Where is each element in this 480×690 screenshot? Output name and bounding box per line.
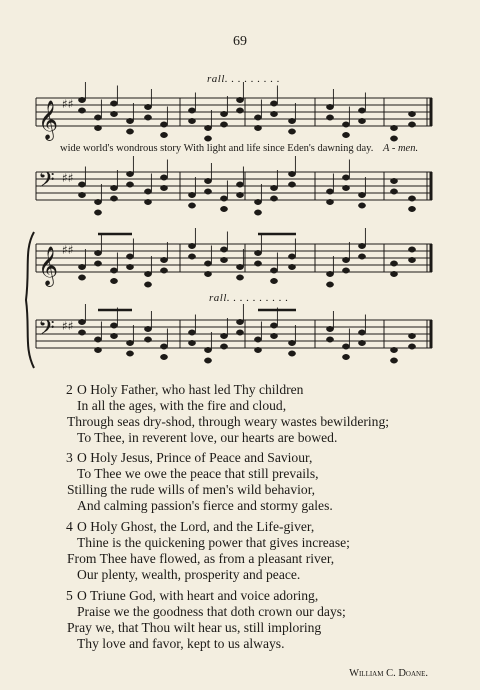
note-head xyxy=(358,118,365,123)
note-head xyxy=(160,175,167,180)
notes xyxy=(78,82,415,363)
note-head xyxy=(110,111,117,116)
note-head xyxy=(254,199,261,204)
note-head xyxy=(270,278,277,283)
note-head xyxy=(94,115,101,120)
note-head xyxy=(288,182,295,187)
note-head xyxy=(390,125,397,130)
note-head xyxy=(144,189,151,194)
note-head xyxy=(144,104,151,109)
note-head xyxy=(408,247,415,252)
note-head xyxy=(160,132,167,137)
note-head xyxy=(144,271,151,276)
verse-line: To Thee, in reverent love, our hearts are bowed. xyxy=(77,430,338,445)
verse-line: To Thee we owe the peace that still prevails, xyxy=(77,466,319,481)
note-head xyxy=(254,210,261,215)
author-credit: William C. Doane. xyxy=(349,668,428,679)
note-head xyxy=(144,326,151,331)
note-head xyxy=(326,104,333,109)
note-head xyxy=(342,175,349,180)
note-head xyxy=(390,261,397,266)
note-head xyxy=(94,125,101,130)
note-head xyxy=(390,358,397,363)
note-head xyxy=(144,337,151,342)
verse-line: And calming passion's fierce and stormy gales. xyxy=(77,498,333,513)
verse-line: In all the ages, with the fire and cloud, xyxy=(77,398,287,413)
verse-number: 3 xyxy=(66,450,73,465)
note-head xyxy=(188,108,195,113)
note-head xyxy=(236,275,243,280)
note-head xyxy=(126,264,133,269)
note-head xyxy=(204,136,211,141)
note-head xyxy=(288,351,295,356)
verse-number: 2 xyxy=(66,382,73,397)
verse-number: 5 xyxy=(66,588,73,603)
note-head xyxy=(408,196,415,201)
verse-line: Pray we, that Thou wilt hear us, still imploring xyxy=(67,620,322,635)
note-head xyxy=(144,282,151,287)
note-head xyxy=(390,189,397,194)
note-head xyxy=(270,185,277,190)
clefs xyxy=(38,97,74,346)
note-head xyxy=(78,108,85,113)
treble-clef: 𝄞 xyxy=(38,100,59,140)
bass-clef: 𝄢 xyxy=(38,168,55,198)
note-head xyxy=(326,189,333,194)
note-head xyxy=(160,268,167,273)
note-head xyxy=(204,261,211,266)
note-head xyxy=(110,268,117,273)
note-head xyxy=(236,108,243,113)
note-head xyxy=(342,257,349,262)
key-signature: ♯♯ xyxy=(62,97,74,111)
note-head xyxy=(188,192,195,197)
verse-line: Through seas dry-shod, through weary wastes bewildering; xyxy=(67,414,390,429)
note-head xyxy=(220,196,227,201)
note-head xyxy=(288,171,295,176)
barlines xyxy=(36,98,431,348)
note-head xyxy=(254,115,261,120)
note-head xyxy=(188,330,195,335)
note-head xyxy=(160,185,167,190)
bass-clef: 𝄢 xyxy=(38,316,55,346)
verse-line: O Triune God, with heart and voice adoring, xyxy=(77,588,319,603)
note-head xyxy=(94,199,101,204)
note-head xyxy=(204,178,211,183)
key-signature: ♯♯ xyxy=(62,319,74,333)
note-head xyxy=(78,97,85,102)
note-head xyxy=(270,196,277,201)
verse-line: Stilling the rude wills of men's wild behavior, xyxy=(67,482,316,497)
key-signature: ♯♯ xyxy=(62,171,74,185)
note-head xyxy=(144,115,151,120)
note-head xyxy=(254,337,261,342)
note-head xyxy=(326,337,333,342)
note-head xyxy=(358,340,365,345)
verse-line: O Holy Ghost, the Lord, and the Life-giver, xyxy=(77,519,315,534)
note-head xyxy=(270,323,277,328)
note-head xyxy=(288,340,295,345)
note-head xyxy=(126,182,133,187)
note-head xyxy=(270,111,277,116)
note-head xyxy=(204,189,211,194)
note-head xyxy=(188,254,195,259)
note-head xyxy=(358,108,365,113)
note-head xyxy=(390,347,397,352)
verse-line: O Holy Father, who hast led Thy children xyxy=(77,382,304,397)
note-head xyxy=(110,185,117,190)
note-head xyxy=(342,132,349,137)
note-head xyxy=(326,271,333,276)
note-head xyxy=(288,118,295,123)
note-head xyxy=(254,125,261,130)
rall-direction-bottom: rall. . . . . . . . . . xyxy=(209,292,289,304)
note-head xyxy=(188,340,195,345)
note-head xyxy=(270,333,277,338)
note-head xyxy=(110,323,117,328)
note-head xyxy=(126,171,133,176)
note-head xyxy=(254,261,261,266)
verse-line: Thy love and favor, kept to us always. xyxy=(77,636,285,651)
note-head xyxy=(236,330,243,335)
note-head xyxy=(326,115,333,120)
note-head xyxy=(78,182,85,187)
note-head xyxy=(220,247,227,252)
note-head xyxy=(220,122,227,127)
note-head xyxy=(94,261,101,266)
note-head xyxy=(358,330,365,335)
verse-line: Our plenty, wealth, prosperity and peace. xyxy=(77,567,301,582)
note-head xyxy=(408,111,415,116)
note-head xyxy=(236,264,243,269)
note-head xyxy=(204,271,211,276)
note-head xyxy=(78,275,85,280)
note-head xyxy=(236,182,243,187)
note-head xyxy=(254,250,261,255)
note-head xyxy=(126,118,133,123)
note-head xyxy=(342,268,349,273)
key-signature: ♯♯ xyxy=(62,243,74,257)
verse-number: 4 xyxy=(66,519,73,534)
note-head xyxy=(126,129,133,134)
note-head xyxy=(188,243,195,248)
note-head xyxy=(236,319,243,324)
note-head xyxy=(78,264,85,269)
amen-text: A - men. xyxy=(383,143,419,154)
note-head xyxy=(358,203,365,208)
note-head xyxy=(408,333,415,338)
note-head xyxy=(160,257,167,262)
note-head xyxy=(408,257,415,262)
note-head xyxy=(390,136,397,141)
note-head xyxy=(326,326,333,331)
note-head xyxy=(220,206,227,211)
note-head xyxy=(126,340,133,345)
rall-direction-top: rall. . . . . . . . . xyxy=(207,73,281,85)
note-head xyxy=(408,344,415,349)
note-head xyxy=(94,347,101,352)
note-head xyxy=(326,199,333,204)
note-head xyxy=(204,347,211,352)
verse-line: Thine is the quickening power that gives increase; xyxy=(77,535,350,550)
note-head xyxy=(220,333,227,338)
note-head xyxy=(288,129,295,134)
note-head xyxy=(358,243,365,248)
note-head xyxy=(288,264,295,269)
note-head xyxy=(94,250,101,255)
page-number: 69 xyxy=(233,34,247,49)
note-head xyxy=(342,354,349,359)
note-head xyxy=(254,347,261,352)
note-head xyxy=(94,337,101,342)
note-head xyxy=(270,101,277,106)
note-head xyxy=(220,111,227,116)
brace xyxy=(26,232,34,368)
note-head xyxy=(236,192,243,197)
note-head xyxy=(188,118,195,123)
note-head xyxy=(94,210,101,215)
note-head xyxy=(160,122,167,127)
note-head xyxy=(110,333,117,338)
note-head xyxy=(342,122,349,127)
note-head xyxy=(160,354,167,359)
verse-line: O Holy Jesus, Prince of Peace and Saviour, xyxy=(77,450,313,465)
note-head xyxy=(220,344,227,349)
note-head xyxy=(220,257,227,262)
verse-line: Praise we the goodness that doth crown our days; xyxy=(77,604,346,619)
note-head xyxy=(358,254,365,259)
note-head xyxy=(408,206,415,211)
note-head xyxy=(236,97,243,102)
note-head xyxy=(408,122,415,127)
note-head xyxy=(160,344,167,349)
note-head xyxy=(270,268,277,273)
note-head xyxy=(78,319,85,324)
note-head xyxy=(110,196,117,201)
note-head xyxy=(342,185,349,190)
treble-clef: 𝄞 xyxy=(38,246,59,286)
note-head xyxy=(126,351,133,356)
note-head xyxy=(288,254,295,259)
verse-line: From Thee have flowed, as from a pleasant river, xyxy=(67,551,335,566)
lyric-text: wide world's wondrous story With light and life since Eden's dawning day. xyxy=(60,143,374,154)
note-head xyxy=(126,254,133,259)
lyric-line xyxy=(60,143,430,154)
note-head xyxy=(144,199,151,204)
note-head xyxy=(390,271,397,276)
note-head xyxy=(78,192,85,197)
note-head xyxy=(204,125,211,130)
note-head xyxy=(110,278,117,283)
note-head xyxy=(204,358,211,363)
note-head xyxy=(78,330,85,335)
note-head xyxy=(358,192,365,197)
note-head xyxy=(342,344,349,349)
note-head xyxy=(110,101,117,106)
staff-lines xyxy=(36,98,432,348)
note-head xyxy=(390,178,397,183)
note-head xyxy=(326,282,333,287)
note-head xyxy=(188,203,195,208)
